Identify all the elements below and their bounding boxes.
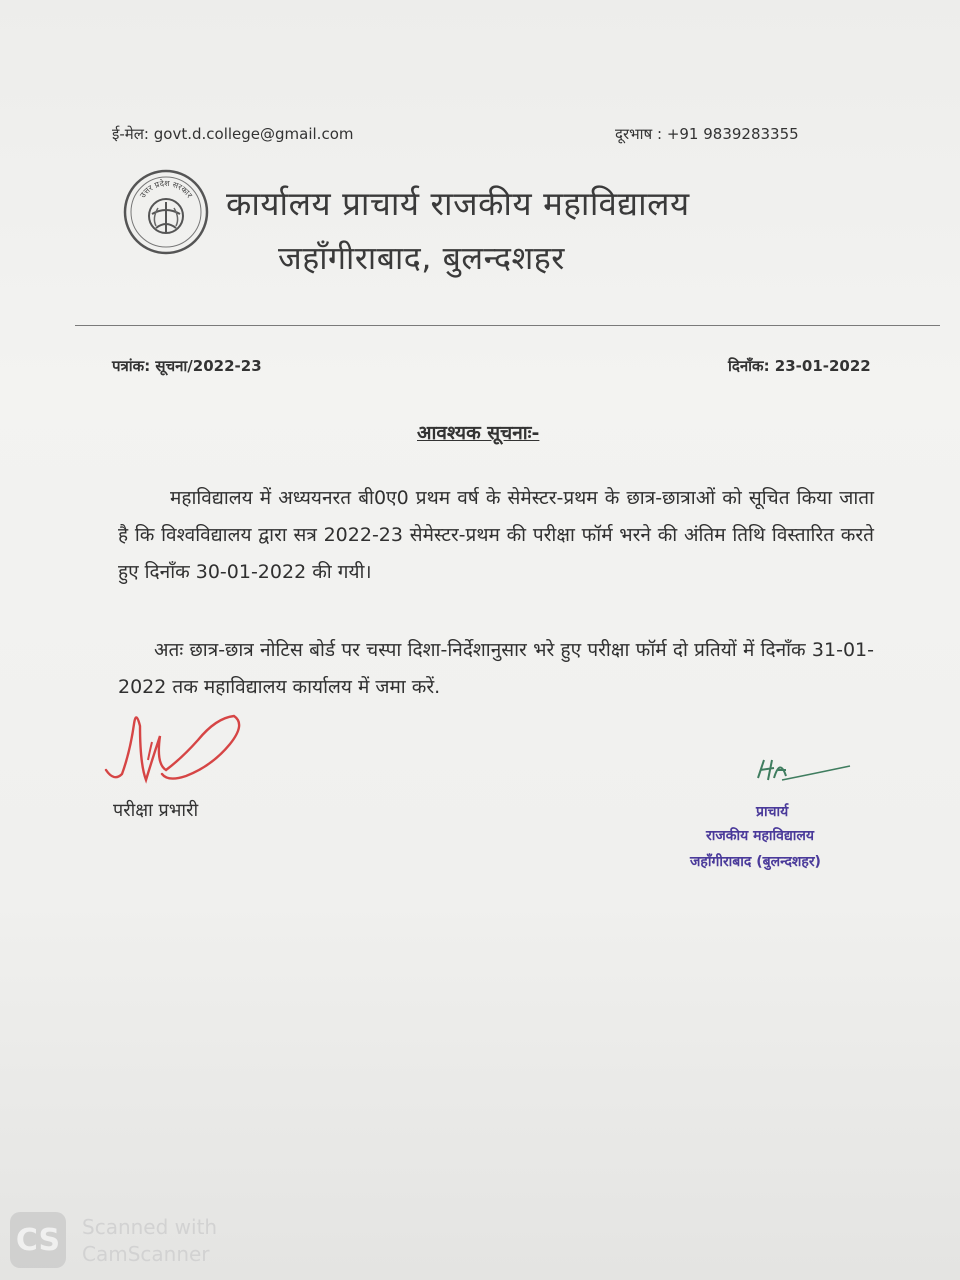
office-title: कार्यालय प्राचार्य राजकीय महाविद्यालय xyxy=(226,184,690,223)
phone-line xyxy=(615,124,799,144)
reference-number: पत्रांक: सूचना/2022-23 xyxy=(112,357,262,375)
office-location: जहाँगीराबाद, बुलन्दशहर xyxy=(278,239,565,277)
exam-incharge-signature xyxy=(100,700,250,790)
email-line xyxy=(112,124,353,144)
camscanner-logo-icon: CS xyxy=(10,1212,66,1268)
phone-number: +91 9839283355 xyxy=(666,125,799,143)
email-label: ई-मेल: xyxy=(112,125,149,143)
notice-date: दिनाँक: 23-01-2022 xyxy=(728,357,871,375)
svg-text:उत्तर प्रदेश सरकार: उत्तर प्रदेश सरकार xyxy=(138,178,194,200)
email-address: govt.d.college@gmail.com xyxy=(153,125,354,143)
watermark-line-1: Scanned with xyxy=(82,1215,218,1239)
notice-heading: आवश्यक सूचनाः- xyxy=(417,422,540,444)
principal-signature xyxy=(752,752,862,796)
up-govt-emblem-icon xyxy=(122,168,210,256)
camscanner-watermark xyxy=(82,1214,217,1268)
phone-label: दूरभाष : xyxy=(615,125,663,143)
stamp-college: राजकीय महाविद्यालय xyxy=(706,828,815,844)
stamp-principal: प्राचार्य xyxy=(756,804,789,820)
exam-incharge-label: परीक्षा प्रभारी xyxy=(113,800,199,821)
notice-paragraph-1: महाविद्यालय में अध्ययनरत बी0ए0 प्रथम वर्ष के सेमेस्टर-प्रथम के छात्र-छात्राओं को सूचित किया जाता है कि विश्वविद्यालय द्वारा सत्र 2022-23 सेमेस्टर-प्रथम की परीक्षा फॉर्म भरने की अंतिम तिथि विस्तारित करते हुए दिनाँक 30-01-2022 की गयी। xyxy=(118,487,874,583)
watermark-line-2: CamScanner xyxy=(82,1242,210,1266)
stamp-location: जहाँगीराबाद (बुलन्दशहर) xyxy=(690,854,821,870)
notice-paragraph-2: अतः छात्र-छात्र नोटिस बोर्ड पर चस्पा दिशा-निर्देशानुसार भरे हुए परीक्षा फॉर्म दो प्रतियों में दिनाँक 31-01-2022 तक महाविद्यालय कार्यालय में जमा करें. xyxy=(118,639,874,698)
header-divider xyxy=(75,325,940,326)
